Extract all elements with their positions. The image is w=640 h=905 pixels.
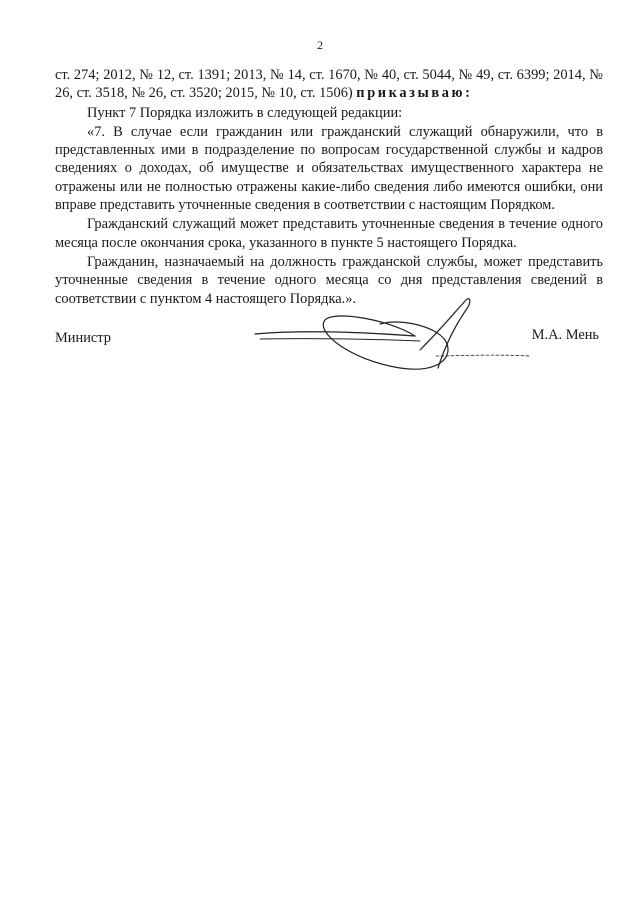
position-title: Министр <box>55 330 111 346</box>
paragraph-civil-servant: Гражданский служащий может представить уточненные сведения в течение одного месяца после окончания срока, указанного в пункте 5 настоящего Порядка. <box>55 216 603 251</box>
handwritten-signature <box>240 290 540 390</box>
document-body <box>55 66 603 308</box>
paragraph-item-7: «7. В случае если гражданин или гражданский служащий обнаружили, что в представленных ими в подразделение по вопросам государственной службы и кадров сведениях о доходах, об имуществе и обязательствах имущественного характера не отражены или не полностью отражены какие-либо сведения либо имеются ошибки, они вправе представить уточненные сведения в соответствии с настоящим Порядком. <box>55 123 603 214</box>
paragraph-instruction: Пункт 7 Порядка изложить в следующей редакции: <box>87 104 403 121</box>
paragraph-citizen: Гражданин, назначаемый на должность гражданской службы, может представить уточненные сведения в течение одного месяца со дня представления сведений в соответствии с пунктом 4 настоящего Порядка.». <box>55 253 603 307</box>
page-number: 2 <box>317 38 323 52</box>
intro-text: ст. 274; 2012, № 12, ст. 1391; 2013, № 14, ст. 1670, № 40, ст. 5044, № 49, ст. 6399; 2014, № 26, ст. 3518, № 26, ст. 3520; 2015, № 10, ст. 1506) <box>55 67 603 102</box>
intro-paragraph <box>55 66 603 103</box>
signer-name: М.А. Мень <box>531 327 599 343</box>
order-word: приказываю: <box>356 85 473 102</box>
